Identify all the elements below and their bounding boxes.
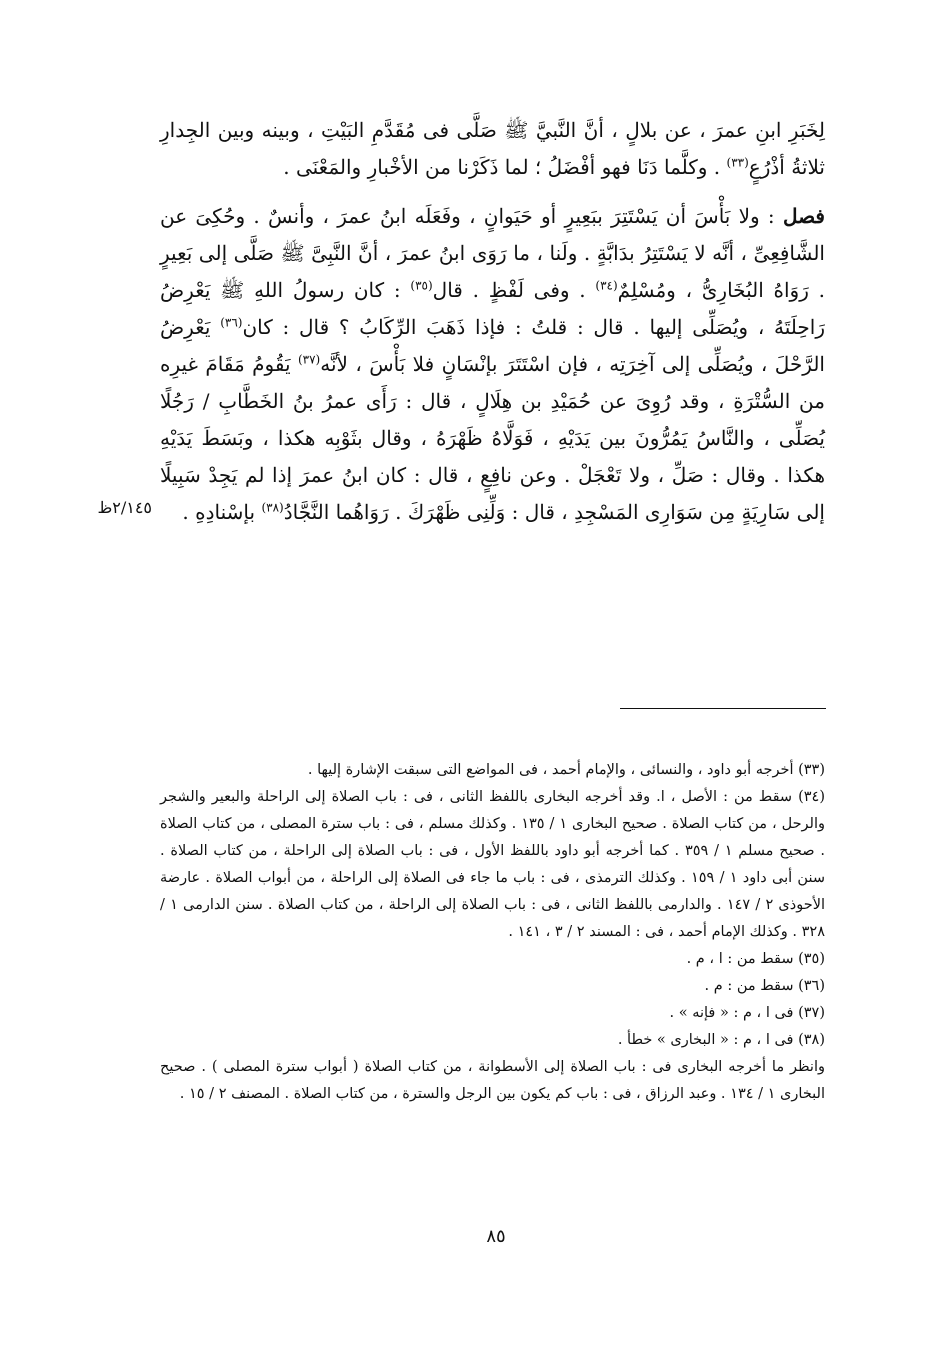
footnote-ref-33[interactable]: (٣٣) xyxy=(726,155,749,170)
text-run: يَقُومُ مَقَامَ غيرِه من السُّتْرَةِ ، وقد رُوِىَ عن حُمَيْدِ بن هِلَالٍ ، قال : رَأَى عمرُ بنُ الخَطَّابِ / رَجُلًا يُصَلِّى ، والنَّاسُ يَمُرُّونَ بين يَدَيْهِ ، فَوَلَّاهُ ظَهْرَهُ ، وقال بثَوْبِه هكذا ، وبَسَطَ يَدَيْهِ هكذا . وقال : صَلِّ ، ولا تَعْجَلْ . وعن نافِعٍ ، قال : كان ابنُ عمرَ إذا لم يَجِدْ سَبِيلًا إلى سَارِيَةٍ مِن سَوَارِى المَسْجِدِ ، قال : وَلِّنِى ظَهْرَكَ . رَوَاهُما النَّجَّادُ xyxy=(160,352,825,524)
text-run: . وفى لَفْظٍ . قال xyxy=(432,278,596,302)
footnote-ref-37[interactable]: (٣٧) xyxy=(297,352,321,367)
footnote-ref-38[interactable]: (٣٨) xyxy=(261,500,284,515)
paragraph-1 xyxy=(160,112,825,186)
footnote-ref-35[interactable]: (٣٥) xyxy=(410,278,433,293)
section-heading: فصل xyxy=(782,204,825,228)
footnote-38: (٣٨) فى ا ، م : « البخارى » خطأ . xyxy=(617,1032,825,1048)
footnote-divider xyxy=(620,708,826,709)
text-run: : ولا بَأْسَ أن يَسْتَتِرَ ببَعِيرٍ أو حَيَوانٍ ، وفَعَلَه ابنُ عمرَ ، وأنسٌ . وحُكِىَ عن الشَّافِعِىِّ ، أنَّه لا يَسْتَتِرُ بدَابَّةٍ . ولَنا ، ما رَوَى ابنُ عمرَ ، أنَّ النَّبِىَّ ﷺ صَلَّى إلى بَعِيرٍ . رَوَاهُ البُخَارِىُّ ، ومُسْلِمٌ xyxy=(160,204,825,302)
text-run: . وكلَّما دَنَا فهو أفْضَلُ ؛ لما ذَكَرْنا من الأخْبارِ والمَعْنَى . xyxy=(283,155,727,179)
text-run: بإسْنادِهِ . xyxy=(182,500,262,524)
footnote-36: (٣٦) سقط من : م . xyxy=(704,978,825,994)
main-text xyxy=(160,112,825,531)
footnote-33: (٣٣) أخرجه أبو داود ، والنسائى ، والإمام أحمد ، فى المواضع التى سبقت الإشارة إليها . xyxy=(307,762,825,778)
footnote-ref-36[interactable]: (٣٦) xyxy=(220,315,243,330)
footnote-addendum: وانظر ما أخرجه البخارى فى : باب الصلاة إلى الأسطوانة ، من كتاب الصلاة ( أبواب سترة المصلى ) . صحيح البخارى ١ / ١٣٤ . وعبد الرزاق ، فى : باب كم يكون بين الرجل والسترة ، من كتاب الصلاة . المصنف ٢ / ١٥ . xyxy=(160,1059,825,1102)
footnote-37: (٣٧) فى ا ، م : « فإنه » . xyxy=(669,1005,825,1021)
text-run: : كان رسولُ اللهِ ﷺ يَعْرِضُ رَاحِلَتَهُ ، ويُصَلِّى إليها . قال : قلتُ : فإذا ذَهَبَ الرِّكَابُ ؟ قال : كان xyxy=(160,278,825,339)
footnotes xyxy=(160,757,825,1108)
footnote-ref-34[interactable]: (٣٤) xyxy=(595,278,618,293)
footnote-34: (٣٤) سقط من : الأصل ، ا. وقد أخرجه البخارى باللفظ الثانى ، فى : باب الصلاة إلى الراحلة والبعير والشجر والرحل ، من كتاب الصلاة . صحيح البخارى ١ / ١٣٥ . وكذلك مسلم ، فى : باب سترة المصلى ، من كتاب الصلاة . صحيح مسلم ١ / ٣٥٩ . كما أخرجه أبو داود باللفظ الأول ، فى : باب الصلاة إلى الراحلة ، من كتاب الصلاة . سنن أبى داود ١ / ١٥٩ . وكذلك الترمذى ، فى : باب ما جاء فى الصلاة إلى الراحلة ، من أبواب الصلاة . عارضة الأحوذى ٢ / ١٤٧ . والدارمى باللفظ الثانى ، فى : باب الصلاة إلى الراحلة ، من كتاب الصلاة . سنن الدارمى ١ / ٣٢٨ . وكذلك الإمام أحمد ، فى : المسند ٢ / ٣ ، ١٤١ . xyxy=(160,789,826,940)
text-run: لِخَبَرِ ابنِ عمرَ ، عن بلالٍ ، أنَّ النَّبيَّ ﷺ صَلَّى فى مُقَدَّمِ البَيْتِ ، وبينه وبين الجِدارِ ثلاثةُ أذْرُعٍ xyxy=(160,118,825,179)
manuscript-folio-note: ٢/١٤٥ظ xyxy=(97,498,152,517)
footnote-35: (٣٥) سقط من : ا ، م . xyxy=(686,951,825,967)
text-run: يَعْرِضُ الرَّحْلَ ، ويُصَلِّى إلى آخِرَتِه ، فإن اسْتَتَرَ بإنْسَانٍ فلا بَأْسَ ، لأنَّه xyxy=(160,315,825,376)
page-number: ٨٥ xyxy=(486,1226,506,1247)
paragraph-2 xyxy=(160,198,825,531)
